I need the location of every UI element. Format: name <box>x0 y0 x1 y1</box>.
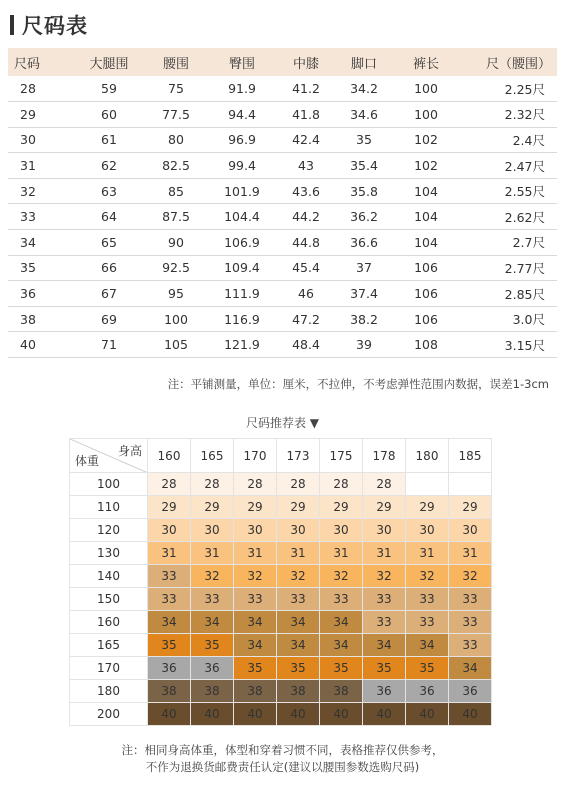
table-cell: 106 <box>393 306 459 332</box>
table-cell: 69 <box>73 306 145 332</box>
weight-header-cell: 200 <box>70 703 148 726</box>
table-cell: 39 <box>335 332 393 358</box>
table-row <box>8 76 557 102</box>
recommend-cell: 38 <box>234 680 277 703</box>
table-cell: 102 <box>393 153 459 179</box>
recommend-cell: 35 <box>277 657 320 680</box>
table-cell: 82.5 <box>145 153 207 179</box>
recommend-cell: 32 <box>191 565 234 588</box>
recommend-cell: 29 <box>234 496 277 519</box>
recommend-cell: 33 <box>449 611 492 634</box>
table-cell: 102 <box>393 127 459 153</box>
recommend-cell: 33 <box>148 565 191 588</box>
recommend-header-row <box>70 439 492 473</box>
table-cell: 3.15尺 <box>459 332 557 358</box>
recommend-cell <box>406 473 449 496</box>
table-row <box>8 281 557 307</box>
recommend-cell: 32 <box>406 565 449 588</box>
recommend-cell: 33 <box>277 588 320 611</box>
recommend-cell: 28 <box>148 473 191 496</box>
height-header-cell: 165 <box>191 439 234 473</box>
header-length: 裤长 <box>412 56 439 72</box>
table-row <box>8 102 557 128</box>
table-cell: 105 <box>145 332 207 358</box>
table-cell: 38.2 <box>335 306 393 332</box>
table-row <box>8 178 557 204</box>
table-cell: 34.6 <box>335 102 393 128</box>
table-cell: 63 <box>73 178 145 204</box>
recommend-cell: 38 <box>277 680 320 703</box>
table-cell: 33 <box>8 204 73 230</box>
table-cell: 71 <box>73 332 145 358</box>
header-waist: 腰围 <box>162 56 189 72</box>
recommend-cell: 30 <box>363 519 406 542</box>
table-cell: 2.55尺 <box>459 178 557 204</box>
table-row <box>8 204 557 230</box>
table-cell: 41.8 <box>277 102 335 128</box>
table-row <box>8 332 557 358</box>
recommend-row <box>70 565 492 588</box>
table-cell: 36.2 <box>335 204 393 230</box>
recommend-cell: 35 <box>363 657 406 680</box>
table-cell: 116.9 <box>207 306 277 332</box>
recommend-cell: 34 <box>277 634 320 657</box>
table-cell: 3.0尺 <box>459 306 557 332</box>
table-cell: 35 <box>8 255 73 281</box>
header-size: 尺码 <box>14 56 41 72</box>
table-cell: 34.2 <box>335 76 393 102</box>
recommend-cell: 34 <box>234 611 277 634</box>
table-cell: 32 <box>8 178 73 204</box>
weight-header-cell: 100 <box>70 473 148 496</box>
table-cell: 65 <box>73 230 145 256</box>
measurement-note: 注：平铺测量，单位：厘米，不拉伸，不考虑弹性范围内数据，误差1-3cm <box>167 377 549 391</box>
title-bar-decoration <box>10 15 14 35</box>
table-cell: 2.62尺 <box>459 204 557 230</box>
recommend-row <box>70 473 492 496</box>
table-cell: 36.6 <box>335 230 393 256</box>
table-cell: 2.77尺 <box>459 255 557 281</box>
table-cell: 2.25尺 <box>459 76 557 102</box>
table-cell: 106.9 <box>207 230 277 256</box>
recommend-cell: 36 <box>449 680 492 703</box>
height-header-cell: 175 <box>320 439 363 473</box>
table-cell: 106 <box>393 281 459 307</box>
table-cell: 66 <box>73 255 145 281</box>
height-header-cell: 180 <box>406 439 449 473</box>
recommend-cell: 30 <box>234 519 277 542</box>
recommend-cell: 33 <box>363 588 406 611</box>
recommend-cell: 35 <box>234 657 277 680</box>
recommend-cell: 34 <box>449 657 492 680</box>
table-cell: 62 <box>73 153 145 179</box>
table-cell: 44.8 <box>277 230 335 256</box>
table-cell: 100 <box>393 102 459 128</box>
recommend-table-body <box>70 439 492 726</box>
table-cell: 37 <box>335 255 393 281</box>
table-cell: 47.2 <box>277 306 335 332</box>
size-table <box>8 48 557 358</box>
table-row <box>8 306 557 332</box>
recommend-cell: 31 <box>148 542 191 565</box>
recommend-cell: 40 <box>148 703 191 726</box>
recommend-cell: 40 <box>191 703 234 726</box>
table-cell: 92.5 <box>145 255 207 281</box>
recommend-cell: 35 <box>191 634 234 657</box>
recommend-cell: 29 <box>148 496 191 519</box>
recommend-cell: 33 <box>449 588 492 611</box>
recommend-cell: 38 <box>320 680 363 703</box>
recommend-cell: 34 <box>320 634 363 657</box>
recommend-cell: 31 <box>277 542 320 565</box>
table-cell: 40 <box>8 332 73 358</box>
table-cell: 60 <box>73 102 145 128</box>
table-cell: 77.5 <box>145 102 207 128</box>
recommend-cell: 28 <box>191 473 234 496</box>
recommend-cell: 34 <box>191 611 234 634</box>
table-cell: 64 <box>73 204 145 230</box>
recommend-cell: 40 <box>277 703 320 726</box>
recommend-cell: 32 <box>320 565 363 588</box>
recommend-cell: 32 <box>363 565 406 588</box>
recommend-cell: 31 <box>191 542 234 565</box>
table-cell: 75 <box>145 76 207 102</box>
recommend-row <box>70 703 492 726</box>
recommend-cell: 35 <box>406 657 449 680</box>
weight-header-cell: 120 <box>70 519 148 542</box>
table-cell: 43 <box>277 153 335 179</box>
table-cell: 45.4 <box>277 255 335 281</box>
weight-header-cell: 165 <box>70 634 148 657</box>
table-cell: 100 <box>145 306 207 332</box>
recommend-cell: 35 <box>320 657 363 680</box>
table-cell: 95 <box>145 281 207 307</box>
table-cell: 35.4 <box>335 153 393 179</box>
height-header-cell: 170 <box>234 439 277 473</box>
table-cell: 99.4 <box>207 153 277 179</box>
table-cell: 111.9 <box>207 281 277 307</box>
table-cell: 85 <box>145 178 207 204</box>
table-cell: 2.4尺 <box>459 127 557 153</box>
recommend-cell: 28 <box>277 473 320 496</box>
table-cell: 59 <box>73 76 145 102</box>
recommend-cell: 30 <box>449 519 492 542</box>
height-header-cell: 178 <box>363 439 406 473</box>
table-cell: 34 <box>8 230 73 256</box>
recommend-cell: 30 <box>148 519 191 542</box>
table-cell: 30 <box>8 127 73 153</box>
table-cell: 2.7尺 <box>459 230 557 256</box>
recommend-cell: 40 <box>406 703 449 726</box>
height-header-cell: 173 <box>277 439 320 473</box>
recommend-cell: 33 <box>320 588 363 611</box>
recommend-row <box>70 657 492 680</box>
header-knee: 中膝 <box>292 56 319 72</box>
recommend-cell: 28 <box>320 473 363 496</box>
weight-header-cell: 160 <box>70 611 148 634</box>
recommend-cell: 28 <box>363 473 406 496</box>
recommend-cell <box>449 473 492 496</box>
recommend-row <box>70 542 492 565</box>
recommend-row <box>70 634 492 657</box>
recommend-cell: 33 <box>449 634 492 657</box>
corner-cell <box>70 439 148 473</box>
recommend-cell: 32 <box>234 565 277 588</box>
recommend-cell: 33 <box>406 588 449 611</box>
recommend-cell: 33 <box>148 588 191 611</box>
weight-header-cell: 150 <box>70 588 148 611</box>
table-cell: 104 <box>393 204 459 230</box>
table-cell: 35 <box>335 127 393 153</box>
recommend-cell: 36 <box>191 657 234 680</box>
table-cell: 2.85尺 <box>459 281 557 307</box>
recommend-cell: 33 <box>363 611 406 634</box>
recommend-cell: 33 <box>234 588 277 611</box>
table-cell: 43.6 <box>277 178 335 204</box>
table-row <box>8 230 557 256</box>
table-cell: 61 <box>73 127 145 153</box>
table-row <box>8 127 557 153</box>
recommend-cell: 32 <box>277 565 320 588</box>
recommend-cell: 30 <box>277 519 320 542</box>
recommend-cell: 34 <box>148 611 191 634</box>
table-cell: 2.47尺 <box>459 153 557 179</box>
recommend-cell: 36 <box>363 680 406 703</box>
recommend-cell: 31 <box>234 542 277 565</box>
table-cell: 42.4 <box>277 127 335 153</box>
weight-header-cell: 130 <box>70 542 148 565</box>
header-hip: 臀围 <box>228 56 255 72</box>
recommend-cell: 40 <box>449 703 492 726</box>
table-cell: 96.9 <box>207 127 277 153</box>
weight-header-cell: 110 <box>70 496 148 519</box>
header-waist-chi: 尺（腰围） <box>485 56 551 72</box>
table-cell: 109.4 <box>207 255 277 281</box>
recommend-cell: 34 <box>320 611 363 634</box>
recommend-cell: 30 <box>320 519 363 542</box>
size-table-header-row <box>8 48 557 76</box>
table-cell: 37.4 <box>335 281 393 307</box>
recommend-cell: 33 <box>406 611 449 634</box>
table-cell: 121.9 <box>207 332 277 358</box>
corner-height-label: 身高 <box>117 444 142 458</box>
recommend-cell: 31 <box>320 542 363 565</box>
recommend-cell: 31 <box>363 542 406 565</box>
table-cell: 94.4 <box>207 102 277 128</box>
recommend-cell: 38 <box>191 680 234 703</box>
recommend-cell: 32 <box>449 565 492 588</box>
recommend-cell: 29 <box>449 496 492 519</box>
header-hem: 脚口 <box>350 56 377 72</box>
table-cell: 67 <box>73 281 145 307</box>
recommend-note <box>0 742 565 776</box>
table-cell: 100 <box>393 76 459 102</box>
recommend-cell: 29 <box>277 496 320 519</box>
size-recommend-table <box>69 438 492 726</box>
recommend-cell: 29 <box>191 496 234 519</box>
table-cell: 35.8 <box>335 178 393 204</box>
header-thigh: 大腿围 <box>89 56 129 72</box>
table-cell: 36 <box>8 281 73 307</box>
recommend-row <box>70 519 492 542</box>
recommend-row <box>70 588 492 611</box>
table-cell: 104 <box>393 230 459 256</box>
recommend-cell: 30 <box>406 519 449 542</box>
recommend-cell: 29 <box>363 496 406 519</box>
table-cell: 106 <box>393 255 459 281</box>
table-cell: 108 <box>393 332 459 358</box>
recommend-row <box>70 680 492 703</box>
table-cell: 90 <box>145 230 207 256</box>
recommend-row <box>70 496 492 519</box>
recommend-cell: 34 <box>363 634 406 657</box>
table-cell: 41.2 <box>277 76 335 102</box>
corner-weight-label: 体重 <box>75 454 100 468</box>
page-title <box>10 10 88 40</box>
recommend-cell: 40 <box>320 703 363 726</box>
page-title-text: 尺码表 <box>22 14 88 38</box>
height-header-cell: 160 <box>148 439 191 473</box>
recommend-row <box>70 611 492 634</box>
table-cell: 28 <box>8 76 73 102</box>
table-cell: 31 <box>8 153 73 179</box>
recommend-cell: 40 <box>234 703 277 726</box>
recommend-cell: 34 <box>406 634 449 657</box>
recommend-cell: 38 <box>148 680 191 703</box>
table-cell: 104 <box>393 178 459 204</box>
recommend-cell: 33 <box>191 588 234 611</box>
table-row <box>8 153 557 179</box>
recommend-cell: 36 <box>148 657 191 680</box>
recommend-cell: 31 <box>406 542 449 565</box>
table-cell: 29 <box>8 102 73 128</box>
recommend-cell: 36 <box>406 680 449 703</box>
weight-header-cell: 170 <box>70 657 148 680</box>
height-header-cell: 185 <box>449 439 492 473</box>
recommend-cell: 34 <box>234 634 277 657</box>
recommend-cell: 34 <box>277 611 320 634</box>
table-cell: 2.32尺 <box>459 102 557 128</box>
recommend-title: 尺码推荐表 ▼ <box>245 416 320 430</box>
table-row <box>8 255 557 281</box>
table-cell: 101.9 <box>207 178 277 204</box>
table-cell: 38 <box>8 306 73 332</box>
recommend-cell: 30 <box>191 519 234 542</box>
table-cell: 44.2 <box>277 204 335 230</box>
table-cell: 46 <box>277 281 335 307</box>
table-cell: 87.5 <box>145 204 207 230</box>
recommend-note-line-1: 注：相同身高体重，体型和穿着习惯不同，表格推荐仅供参考， <box>121 743 444 757</box>
recommend-cell: 35 <box>148 634 191 657</box>
recommend-cell: 31 <box>449 542 492 565</box>
recommend-cell: 40 <box>363 703 406 726</box>
table-cell: 48.4 <box>277 332 335 358</box>
table-cell: 80 <box>145 127 207 153</box>
recommend-cell: 28 <box>234 473 277 496</box>
size-table-body <box>8 76 557 358</box>
recommend-cell: 29 <box>406 496 449 519</box>
weight-header-cell: 180 <box>70 680 148 703</box>
recommend-note-line-2: 不作为退换货邮费责任认定(建议以腰围参数选购尺码) <box>145 760 420 774</box>
recommend-cell: 29 <box>320 496 363 519</box>
table-cell: 104.4 <box>207 204 277 230</box>
weight-header-cell: 140 <box>70 565 148 588</box>
table-cell: 91.9 <box>207 76 277 102</box>
